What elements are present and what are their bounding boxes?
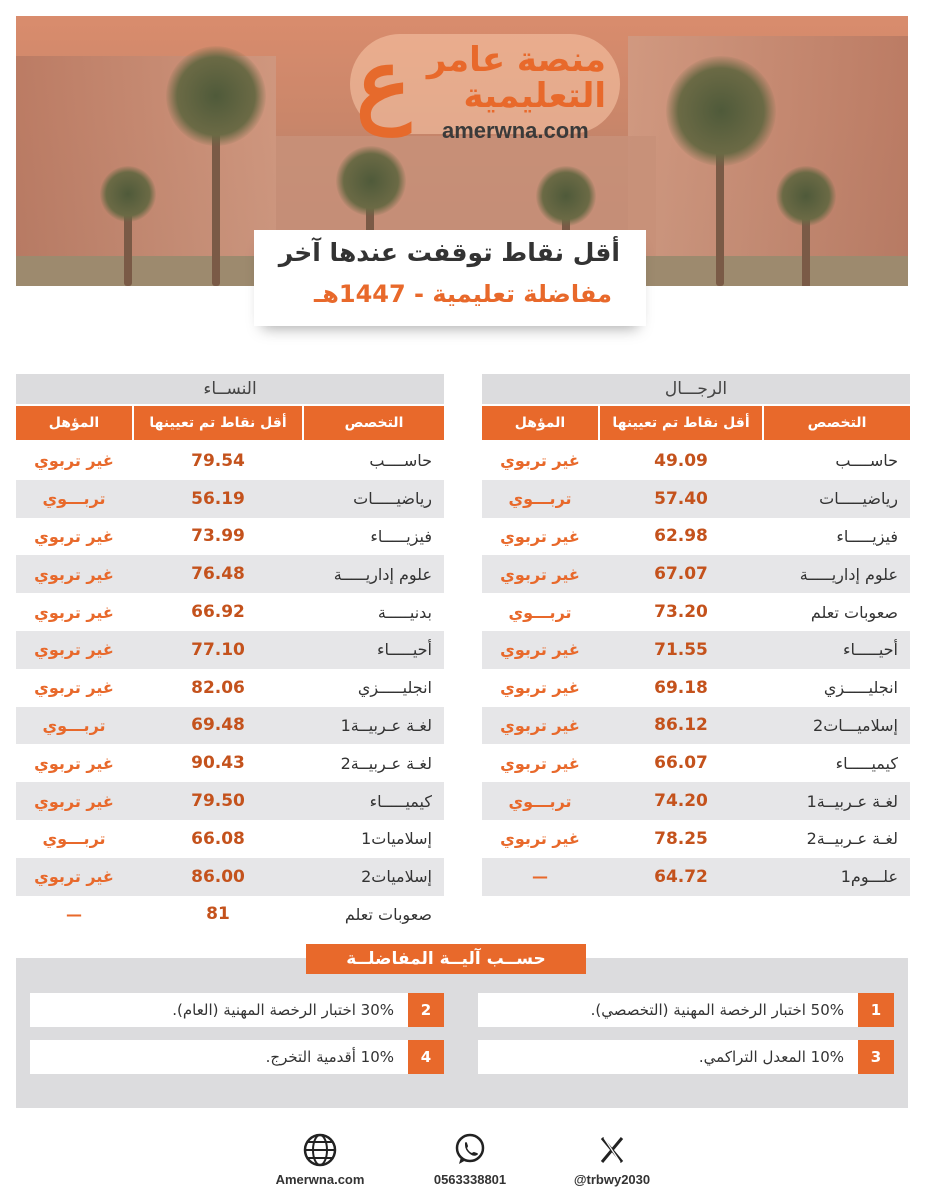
table-row [16, 782, 444, 820]
cell-points: 66.07 [654, 753, 708, 774]
cell-specialty: فيزيـــــاء [370, 526, 432, 546]
table-row [482, 555, 910, 593]
whatsapp-number[interactable]: 0563338801 [433, 1172, 507, 1187]
footer-x[interactable] [542, 1130, 682, 1187]
cell-points: 49.09 [654, 450, 708, 471]
x-icon [592, 1130, 632, 1170]
cell-specialty: إسلاميات1 [361, 829, 432, 849]
cell-specialty: حاســــب [369, 451, 432, 471]
header-points: أقل نقاط تم تعيينها [598, 406, 764, 440]
cell-qualification: — [532, 867, 548, 887]
cell-qualification: غير تربوي [34, 602, 114, 622]
men-table-header [482, 406, 910, 440]
footer-whatsapp[interactable] [400, 1130, 540, 1187]
cell-qualification: تربـــوي [42, 715, 106, 735]
criterion-text: 50% اختبار الرخصة المهنية (التخصصي). [590, 1001, 844, 1019]
table-row [482, 858, 910, 896]
cell-specialty: لغـة عـربيــة2 [806, 829, 898, 849]
cell-points: 86.00 [191, 866, 245, 887]
table-row [482, 707, 910, 745]
cell-specialty: علوم إداريـــــة [799, 564, 898, 584]
building-right [628, 36, 908, 286]
cell-points: 86.12 [654, 715, 708, 736]
cell-specialty: أحيـــــاء [377, 640, 432, 660]
table-row [16, 744, 444, 782]
women-table [16, 374, 444, 933]
table-row [16, 480, 444, 518]
women-table-title: النســاء [16, 374, 444, 404]
table-row [16, 593, 444, 631]
whatsapp-icon [450, 1130, 490, 1170]
table-row [16, 858, 444, 896]
cell-qualification: غير تربوي [34, 564, 114, 584]
table-row [482, 480, 910, 518]
table-row [482, 782, 910, 820]
cell-qualification: غير تربوي [34, 451, 114, 471]
cell-points: 79.50 [191, 791, 245, 812]
cell-qualification: غير تربوي [500, 829, 580, 849]
cell-qualification: غير تربوي [500, 640, 580, 660]
cell-points: 67.07 [654, 564, 708, 585]
table-row [482, 442, 910, 480]
criterion-item [30, 993, 444, 1027]
cell-specialty: رياضيـــــات [819, 489, 898, 509]
criterion-item [30, 1040, 444, 1074]
cell-points: 69.48 [191, 715, 245, 736]
cell-qualification: غير تربوي [500, 678, 580, 698]
cell-specialty: كيميـــــاء [369, 791, 432, 811]
cell-points: 66.92 [191, 602, 245, 623]
logo [350, 28, 620, 144]
criterion-item [478, 1040, 894, 1074]
table-row [482, 820, 910, 858]
cell-qualification: غير تربوي [500, 715, 580, 735]
cell-qualification: غير تربوي [500, 451, 580, 471]
cell-specialty: صعوبات تعلم [344, 904, 432, 924]
cell-specialty: إسلاميات2 [361, 867, 432, 887]
cell-points: 62.98 [654, 526, 708, 547]
table-row [482, 669, 910, 707]
criterion-text: 10% أقدمية التخرج. [265, 1048, 394, 1066]
mechanism-title: حســب آليــة المفاضلــة [306, 944, 586, 974]
criterion-number: 1 [858, 993, 894, 1027]
cell-specialty: رياضيـــــات [353, 489, 432, 509]
logo-brand-line2: التعليمية [463, 76, 606, 116]
criterion-number: 4 [408, 1040, 444, 1074]
cell-points: 69.18 [654, 677, 708, 698]
cell-qualification: تربـــوي [508, 489, 572, 509]
cell-specialty: علـــوم1 [840, 867, 898, 887]
cell-qualification: غير تربوي [34, 640, 114, 660]
cell-qualification: غير تربوي [500, 526, 580, 546]
table-row [16, 820, 444, 858]
cell-points: 73.20 [654, 602, 708, 623]
cell-points: 57.40 [654, 488, 708, 509]
table-row [482, 744, 910, 782]
cell-points: 81 [206, 904, 230, 925]
cell-points: 82.06 [191, 677, 245, 698]
criterion-text: 10% المعدل التراكمي. [698, 1048, 844, 1066]
cell-qualification: غير تربوي [34, 678, 114, 698]
criterion-item [478, 993, 894, 1027]
logo-brand-line1: منصة عامر [426, 40, 606, 80]
cell-specialty: كيميـــــاء [835, 753, 898, 773]
cell-points: 78.25 [654, 828, 708, 849]
mechanism-panel [16, 958, 908, 1108]
cell-specialty: لغـة عـربيــة2 [340, 753, 432, 773]
website-url[interactable]: Amerwna.com [275, 1172, 365, 1187]
cell-points: 77.10 [191, 639, 245, 660]
cell-specialty: إسلاميـــات2 [813, 715, 898, 735]
cell-qualification: غير تربوي [34, 526, 114, 546]
logo-url: amerwna.com [442, 118, 589, 143]
cell-points: 71.55 [654, 639, 708, 660]
table-row [16, 707, 444, 745]
cell-qualification: غير تربوي [500, 753, 580, 773]
table-row [482, 593, 910, 631]
men-table [482, 374, 910, 896]
header-qualification: المؤهل [16, 406, 132, 440]
header-specialty: التخصص [304, 406, 444, 440]
table-row [16, 518, 444, 556]
cell-points: 73.99 [191, 526, 245, 547]
cell-qualification: غير تربوي [34, 867, 114, 887]
cell-points: 64.72 [654, 866, 708, 887]
cell-qualification: تربـــوي [42, 829, 106, 849]
table-row [482, 518, 910, 556]
footer-website[interactable] [250, 1130, 390, 1187]
cell-specialty: لغـة عـربيــة1 [806, 791, 898, 811]
men-table-title: الرجـــال [482, 374, 910, 404]
cell-qualification: غير تربوي [34, 753, 114, 773]
table-row [16, 896, 444, 934]
page-subtitle: مفاضلة تعليمية - 1447هـ [314, 280, 612, 308]
cell-qualification: — [66, 904, 82, 924]
cell-points: 74.20 [654, 791, 708, 812]
title-card [254, 230, 646, 326]
criterion-number: 2 [408, 993, 444, 1027]
table-row [482, 631, 910, 669]
logo-mark: ع [356, 28, 411, 136]
header-specialty: التخصص [764, 406, 910, 440]
cell-qualification: غير تربوي [500, 564, 580, 584]
cell-specialty: علوم إداريـــــة [333, 564, 432, 584]
cell-qualification: تربـــوي [508, 602, 572, 622]
globe-icon [300, 1130, 340, 1170]
cell-specialty: بدنيـــــة [377, 602, 432, 622]
table-row [16, 442, 444, 480]
cell-specialty: لغـة عـربيــة1 [340, 715, 432, 735]
cell-points: 90.43 [191, 753, 245, 774]
cell-points: 66.08 [191, 828, 245, 849]
cell-specialty: صعوبات تعلم [810, 602, 898, 622]
header-points: أقل نقاط تم تعيينها [132, 406, 304, 440]
table-row [16, 669, 444, 707]
criterion-number: 3 [858, 1040, 894, 1074]
header-qualification: المؤهل [482, 406, 598, 440]
cell-specialty: فيزيـــــاء [836, 526, 898, 546]
women-table-header [16, 406, 444, 440]
x-handle[interactable]: @trbwy2030 [573, 1172, 651, 1187]
cell-specialty: حاســــب [835, 451, 898, 471]
cell-specialty: انجليـــــزي [823, 678, 898, 698]
cell-qualification: غير تربوي [34, 791, 114, 811]
table-row [16, 631, 444, 669]
cell-points: 79.54 [191, 450, 245, 471]
criterion-text: 30% اختبار الرخصة المهنية (العام). [172, 1001, 394, 1019]
cell-specialty: أحيـــــاء [843, 640, 898, 660]
cell-specialty: انجليـــــزي [357, 678, 432, 698]
cell-qualification: تربـــوي [508, 791, 572, 811]
cell-points: 56.19 [191, 488, 245, 509]
page-title: أقل نقاط توقفت عندها آخر [278, 238, 620, 267]
cell-qualification: تربـــوي [42, 489, 106, 509]
cell-points: 76.48 [191, 564, 245, 585]
table-row [16, 555, 444, 593]
